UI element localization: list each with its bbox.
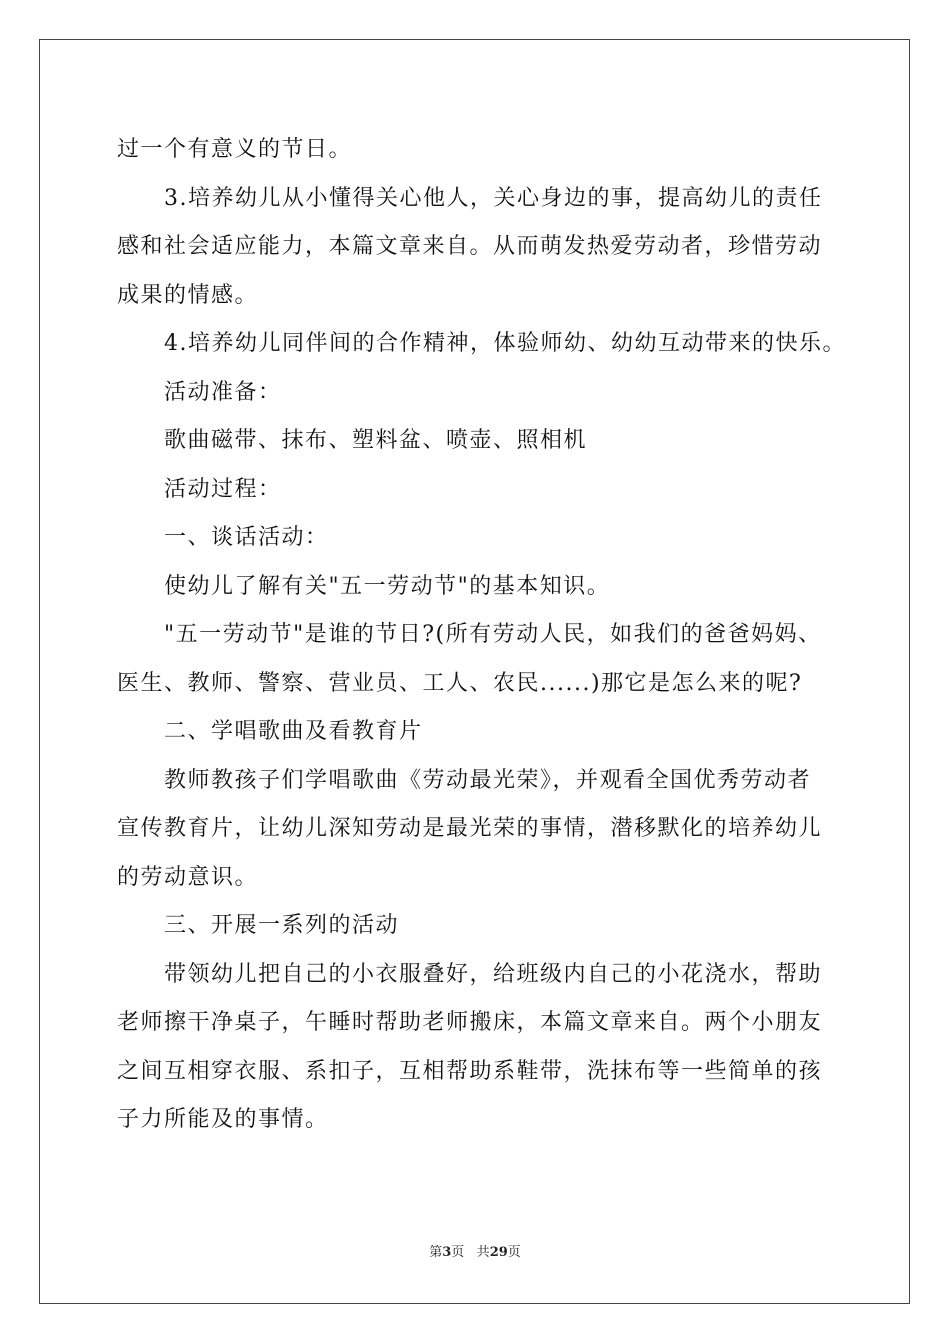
section-label-process: 活动过程： <box>164 476 282 502</box>
document-body <box>117 126 846 1145</box>
section-heading-2: 二、学唱歌曲及看教育片 <box>164 719 423 744</box>
footer-total-pages: 29 <box>489 1245 508 1260</box>
paragraph-line: 的劳动意识。 <box>117 864 259 890</box>
paragraph-line: 医生、教师、警察、营业员、工人、农民......)那它是怎么来的呢? <box>117 670 803 696</box>
section-heading-1: 一、谈话活动： <box>164 525 329 550</box>
footer-page-prefix: 第 <box>429 1245 443 1260</box>
paragraph-line: 4.培养幼儿同伴间的合作精神，体验师幼、幼幼互动带来的快乐。 <box>164 331 846 356</box>
page-footer <box>0 1244 950 1262</box>
paragraph-line: 歌曲磁带、抹布、塑料盆、喷壶、照相机 <box>164 428 588 453</box>
footer-page-number: 3 <box>442 1245 452 1260</box>
paragraph-line: 3.培养幼儿从小懂得关心他人，关心身边的事，提高幼儿的责任 <box>164 185 823 211</box>
paragraph-line: 成果的情感。 <box>117 282 259 308</box>
paragraph-line: "五一劳动节"是谁的节日?(所有劳动人民，如我们的爸爸妈妈、 <box>164 622 822 647</box>
paragraph-line: 之间互相穿衣服、系扣子，互相帮助系鞋带，洗抹布等一些简单的孩 <box>117 1058 823 1084</box>
footer-total-prefix: 共 <box>476 1245 490 1260</box>
paragraph-line: 过一个有意义的节日。 <box>117 137 353 162</box>
section-label-preparation: 活动准备： <box>164 379 282 405</box>
section-heading-3: 三、开展一系列的活动 <box>164 913 400 938</box>
paragraph-line: 带领幼儿把自己的小衣服叠好，给班级内自己的小花浇水，帮助 <box>164 961 823 987</box>
paragraph-line: 子力所能及的事情。 <box>117 1107 329 1132</box>
footer-total-suffix: 页 <box>507 1245 521 1260</box>
paragraph-line: 使幼儿了解有关"五一劳动节"的基本知识。 <box>164 573 611 599</box>
paragraph-line: 教师教孩子们学唱歌曲《劳动最光荣》，并观看全国优秀劳动者 <box>164 767 812 793</box>
paragraph-line: 感和社会适应能力，本篇文章来自。从而萌发热爱劳动者，珍惜劳动 <box>117 234 823 259</box>
paragraph-line: 宣传教育片，让幼儿深知劳动是最光荣的事情，潜移默化的培养幼儿 <box>117 816 823 841</box>
footer-page-suffix: 页 <box>451 1245 465 1260</box>
paragraph-line: 老师擦干净桌子，午睡时帮助老师搬床，本篇文章来自。两个小朋友 <box>117 1010 823 1035</box>
